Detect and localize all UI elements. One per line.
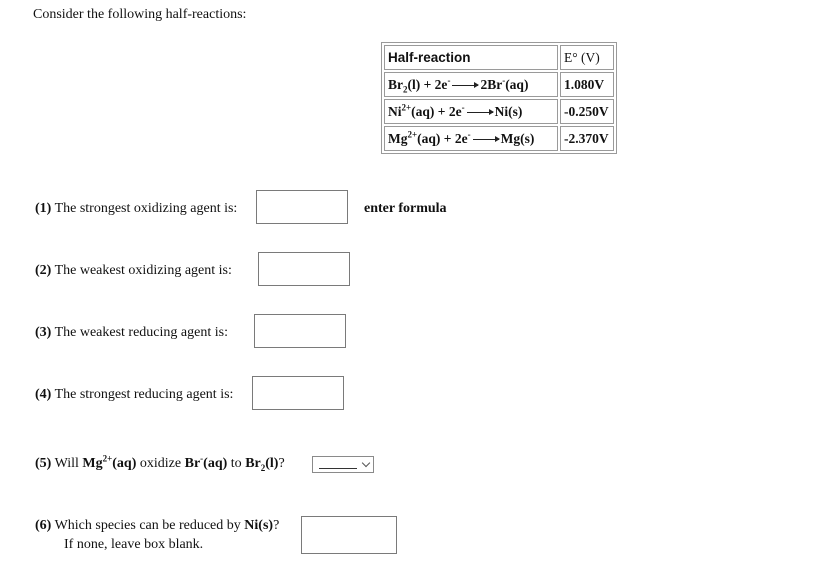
potential-mg: -2.370V	[560, 126, 614, 151]
reaction-br: $Br_2(l) + 2e^-$ 2Br-(aq)	[384, 72, 558, 97]
table-row	[384, 126, 614, 151]
potential-br: 1.080V	[560, 72, 614, 97]
arrow-icon	[473, 139, 499, 140]
question-4: (4) The strongest reducing agent is:	[35, 387, 234, 402]
intro-text: Consider the following half-reactions:	[33, 7, 247, 22]
header-half-reaction: Half-reaction	[384, 45, 558, 70]
weakest-oxidizing-input[interactable]	[258, 252, 350, 286]
question-3: (3) The weakest reducing agent is:	[35, 325, 228, 340]
question-2: (2) The weakest oxidizing agent is:	[35, 263, 232, 278]
strongest-oxidizing-input[interactable]	[256, 190, 348, 224]
half-reaction-table	[381, 42, 617, 154]
table-header-row	[384, 45, 614, 70]
question-1: (1) The strongest oxidizing agent is:	[35, 201, 238, 216]
weakest-reducing-input[interactable]	[254, 314, 346, 348]
question-5: (5) Will $Mg^{2+}(aq)$ oxidize Br-(aq) to $Br_2(l)$?	[35, 453, 285, 473]
reaction-mg: $Mg^{2+}(aq) + 2e^-$ Mg(s)	[384, 126, 558, 151]
question-6-note: If none, leave box blank.	[64, 537, 204, 552]
potential-ni: -0.250V	[560, 99, 614, 124]
enter-formula-hint: enter formula	[364, 201, 447, 216]
select-blank-line	[319, 468, 357, 469]
reaction-ni: $Ni^{2+}(aq) + 2e^-$ Ni(s)	[384, 99, 558, 124]
table-row	[384, 99, 614, 124]
chevron-down-icon[interactable]	[362, 459, 370, 467]
reduced-by-ni-input[interactable]	[301, 516, 397, 554]
header-potential: E° (V)	[560, 45, 614, 70]
table-row	[384, 72, 614, 97]
arrow-icon	[452, 85, 478, 86]
strongest-reducing-input[interactable]	[252, 376, 344, 410]
oxidize-answer-select[interactable]	[312, 456, 374, 473]
question-6: (6) Which species can be reduced by Ni(s)?	[35, 518, 280, 533]
arrow-icon	[467, 112, 493, 113]
